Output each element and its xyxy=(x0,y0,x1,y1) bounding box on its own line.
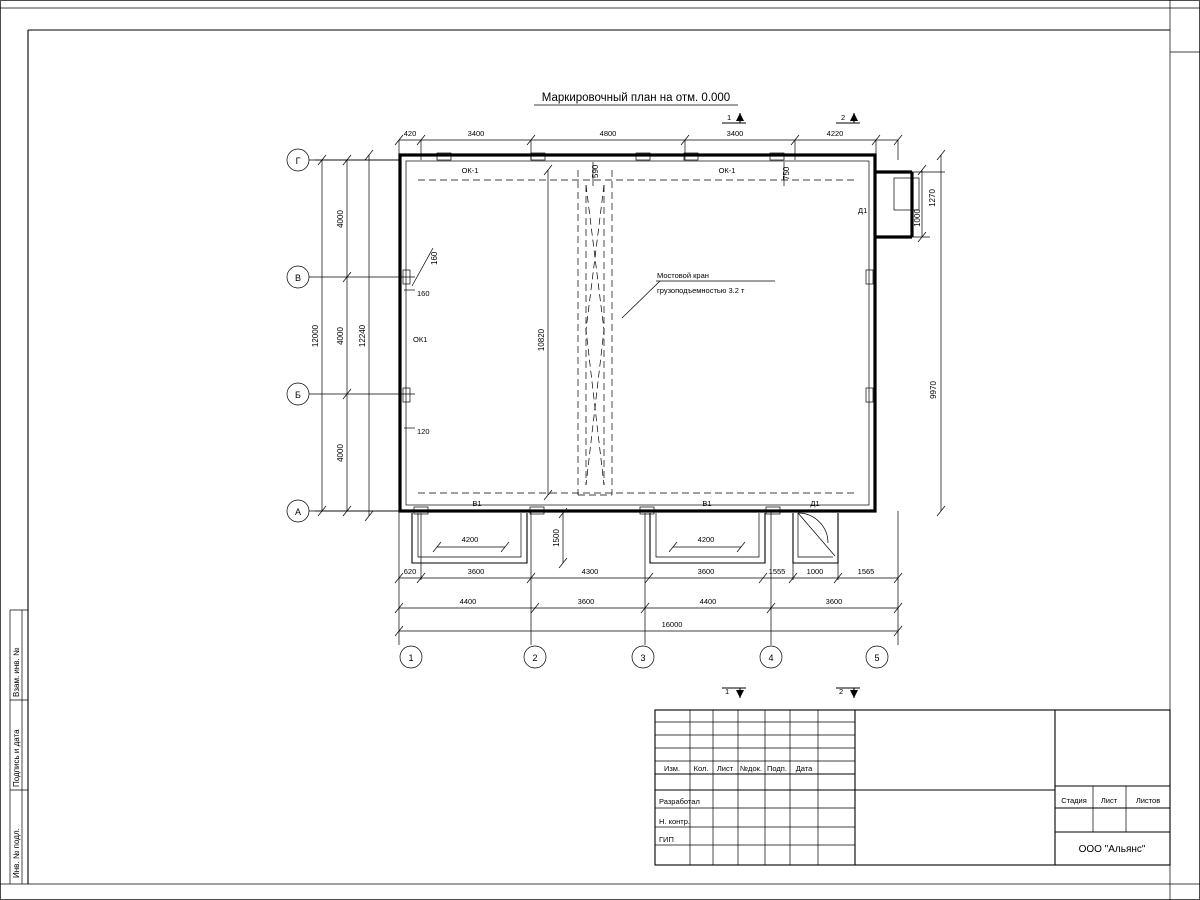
axis-label-b: Б xyxy=(295,390,301,400)
right-dimension-chain xyxy=(875,150,945,516)
top-dim-1: 3400 xyxy=(467,129,485,138)
crane-note-line2: грузоподъемностью 3.2 т xyxy=(657,286,745,295)
section-mark-bottom-1 xyxy=(722,687,746,698)
margin-label-inv: Инв. № подл. xyxy=(12,828,21,878)
title-block xyxy=(655,710,1170,865)
stamp-col-podp: Подп. xyxy=(767,764,787,773)
wall-note-750: 750 xyxy=(782,166,791,180)
section-label-2-bottom: 2 xyxy=(839,687,844,696)
window-label-ok1-top-left: ОК-1 xyxy=(461,166,479,175)
top-dim-3: 3400 xyxy=(726,129,744,138)
left-wall-openings xyxy=(403,248,439,436)
bottom-dim-inner-1: 3600 xyxy=(467,567,485,576)
panel-dim-4200-right: 4200 xyxy=(697,535,715,544)
top-wall-openings xyxy=(437,153,791,186)
wall-note-120: 120 xyxy=(417,427,430,436)
interior-vertical-dim: 10820 xyxy=(537,328,546,352)
panel-label-v1-left: В1 xyxy=(472,499,482,508)
crane-note-line1: Мостовой кран xyxy=(657,271,709,280)
stamp-col-list: Лист xyxy=(716,764,734,773)
left-dim-chain-0: 4000 xyxy=(336,210,345,228)
door-label-d1-right: Д1 xyxy=(858,206,868,215)
top-dim-0: 420 xyxy=(403,129,417,138)
top-dim-2: 4800 xyxy=(599,129,617,138)
bottom-dim-mid-3: 3600 xyxy=(825,597,843,606)
wall-note-160-a: 160 xyxy=(430,251,439,265)
window-label-ok1-left: ОК1 xyxy=(413,335,428,344)
building-walls xyxy=(400,155,919,511)
axis-label-v: В xyxy=(294,273,302,283)
right-dim-1000: 1000 xyxy=(913,209,922,227)
bottom-dim-inner-6: 1565 xyxy=(857,567,875,576)
left-dim-total: 12000 xyxy=(311,324,320,348)
stamp-col-kol: Кол. xyxy=(693,764,709,773)
bottom-dim-inner-3: 3600 xyxy=(697,567,715,576)
left-dim-chain-2: 4000 xyxy=(336,444,345,462)
margin-label-podpis: Подпись и дата xyxy=(12,729,21,787)
interior-dashed-outline xyxy=(418,180,858,493)
overhead-crane xyxy=(537,165,775,500)
axis-number-3: 3 xyxy=(640,653,646,663)
section-mark-top-1 xyxy=(722,113,746,123)
bottom-wall-openings xyxy=(412,499,838,568)
bottom-dim-inner-0: 620 xyxy=(403,567,417,576)
door-label-d1-bottom: Д1 xyxy=(810,499,820,508)
window-label-ok1-top-right: ОК-1 xyxy=(718,166,736,175)
page-title: Маркировочный план на отм. 0.000 xyxy=(541,92,731,104)
stamp-col-izm: Изм. xyxy=(663,764,681,773)
bottom-dim-inner-2: 4300 xyxy=(581,567,599,576)
plan-title-group xyxy=(534,92,738,105)
panel-label-v1-right: В1 xyxy=(702,499,712,508)
stamp-role-nkontr: Н. контр. xyxy=(659,817,690,826)
panel-dim-4200-left: 4200 xyxy=(461,535,479,544)
bottom-dim-total: 16000 xyxy=(661,620,683,629)
section-label-1-bottom: 1 xyxy=(725,687,730,696)
wall-note-590: 590 xyxy=(591,164,600,178)
stamp-role-gip: ГИП xyxy=(659,835,674,844)
section-label-2-top: 2 xyxy=(841,113,846,122)
stamp-header-stadia: Стадия xyxy=(1061,796,1087,805)
stamp-col-ndok: №док. xyxy=(740,764,762,773)
axis-number-5: 5 xyxy=(874,653,880,663)
bottom-dim-mid-1: 3600 xyxy=(577,597,595,606)
section-mark-top-2 xyxy=(836,113,860,123)
bottom-dim-mid-0: 4400 xyxy=(459,597,477,606)
left-margin-columns xyxy=(10,610,28,884)
bottom-dim-inner-5: 1000 xyxy=(806,567,824,576)
margin-label-vzam: Взам. инв. № xyxy=(12,647,21,697)
stamp-col-data: Дата xyxy=(795,764,813,773)
stamp-company: ООО "Альянс" xyxy=(1078,844,1146,855)
section-mark-bottom-2 xyxy=(836,687,860,698)
left-dimension-chains xyxy=(311,150,400,521)
axis-number-1: 1 xyxy=(408,653,414,663)
axis-number-4: 4 xyxy=(768,653,774,663)
stamp-role-razrabotal: Разработал xyxy=(659,797,700,806)
right-dim-main: 9970 xyxy=(929,381,938,399)
right-wall-openings xyxy=(858,206,873,402)
top-dim-4: 4220 xyxy=(826,129,844,138)
axis-label-a: А xyxy=(294,507,302,517)
axis-label-g: Г xyxy=(295,156,301,166)
right-dim-1270: 1270 xyxy=(928,189,937,207)
section-label-1-top: 1 xyxy=(727,113,732,122)
left-dim-inner: 12240 xyxy=(358,324,367,348)
bottom-dim-mid-2: 4400 xyxy=(699,597,717,606)
left-dim-chain-1: 4000 xyxy=(336,327,345,345)
stamp-header-list: Лист xyxy=(1100,796,1118,805)
panel-dim-1500: 1500 xyxy=(552,529,561,547)
grid-axis-letters xyxy=(287,149,415,522)
wall-note-160-b: 160 xyxy=(417,289,430,298)
bottom-dim-inner-4: 1555 xyxy=(768,567,786,576)
stamp-header-listov: Листов xyxy=(1135,796,1161,805)
axis-number-2: 2 xyxy=(532,653,538,663)
grid-axis-numbers xyxy=(400,646,888,668)
